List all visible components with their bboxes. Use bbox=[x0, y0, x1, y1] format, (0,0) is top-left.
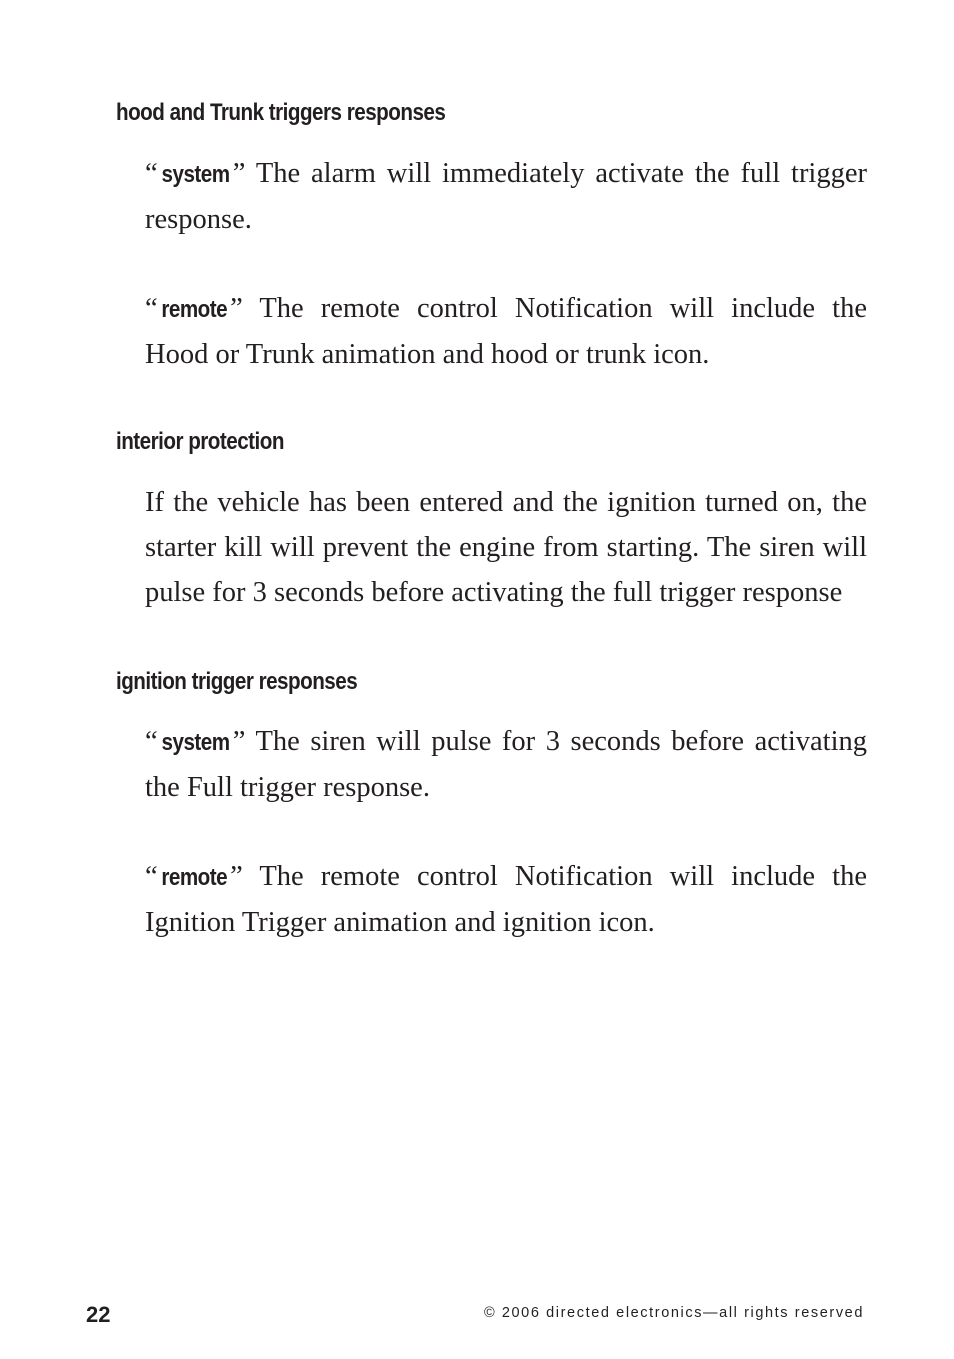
section-heading-hood-trunk: hood and Trunk triggers responses bbox=[116, 99, 446, 126]
close-quote: ” bbox=[232, 726, 246, 757]
keyword-system: system bbox=[161, 161, 230, 188]
paragraph-hood-remote bbox=[145, 286, 867, 377]
paragraph-ignition-remote bbox=[145, 854, 867, 945]
copyright-notice: © 2006 directed electronics—all rights reserved bbox=[483, 1305, 864, 1321]
open-quote: “ bbox=[145, 158, 158, 189]
open-quote: “ bbox=[145, 861, 158, 892]
keyword-system: system bbox=[161, 729, 230, 756]
open-quote: “ bbox=[145, 726, 158, 757]
keyword-remote: remote bbox=[161, 296, 227, 323]
paragraph-interior-protection bbox=[145, 480, 867, 615]
paragraph-text: If the vehicle has been entered and the ignition turned on, the starter kill will prevent the engine from starting. The siren will pulse for 3 seconds before activating the full trigger response bbox=[145, 487, 867, 608]
section-heading-ignition-trigger: ignition trigger responses bbox=[116, 668, 358, 695]
paragraph-ignition-system bbox=[145, 719, 867, 810]
keyword-remote: remote bbox=[161, 864, 227, 891]
close-quote: ” bbox=[230, 293, 243, 324]
page-number: 22 bbox=[86, 1302, 111, 1327]
paragraph-text: The remote control Notification will include the Hood or Trunk animation and hood or trunk icon. bbox=[145, 293, 867, 370]
paragraph-hood-system bbox=[145, 151, 867, 242]
close-quote: ” bbox=[232, 158, 246, 189]
section-heading-interior-protection: interior protection bbox=[116, 428, 284, 455]
paragraph-text: The siren will pulse for 3 seconds before activating the Full trigger response. bbox=[145, 726, 867, 803]
paragraph-text: The alarm will immediately activate the full trigger response. bbox=[145, 158, 867, 235]
close-quote: ” bbox=[230, 861, 243, 892]
open-quote: “ bbox=[145, 293, 158, 324]
paragraph-text: The remote control Notification will include the Ignition Trigger animation and ignition icon. bbox=[145, 861, 867, 938]
